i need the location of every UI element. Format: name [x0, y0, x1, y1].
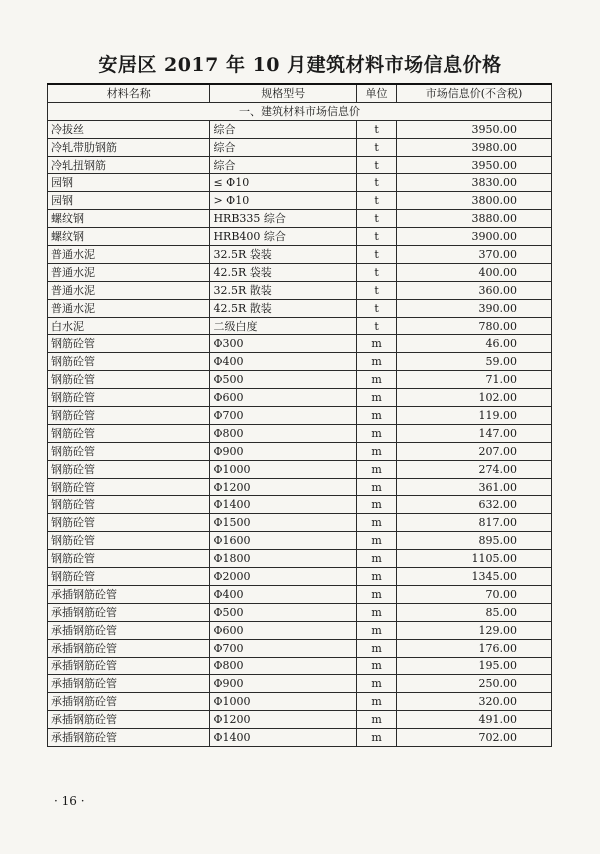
cell-price: 780.00 [397, 317, 552, 335]
table-row [48, 711, 552, 729]
cell-spec: Φ2000 [210, 568, 357, 586]
header-unit: 单位 [357, 84, 397, 102]
price-table [47, 83, 552, 747]
table-body [48, 120, 552, 746]
cell-price: 3950.00 [397, 120, 552, 138]
cell-unit: t [357, 174, 397, 192]
table-row [48, 675, 552, 693]
cell-material-name: 承插钢筋砼管 [48, 657, 210, 675]
cell-material-name: 承插钢筋砼管 [48, 675, 210, 693]
cell-spec: Φ1200 [210, 711, 357, 729]
table-row [48, 371, 552, 389]
cell-spec: Φ1800 [210, 550, 357, 568]
cell-spec: 32.5R 散装 [210, 281, 357, 299]
cell-unit: m [357, 407, 397, 425]
cell-price: 195.00 [397, 657, 552, 675]
cell-material-name: 普通水泥 [48, 299, 210, 317]
cell-unit: m [357, 496, 397, 514]
table-row [48, 228, 552, 246]
cell-unit: t [357, 263, 397, 281]
cell-unit: m [357, 442, 397, 460]
cell-unit: m [357, 568, 397, 586]
section-row [48, 102, 552, 120]
section-title: 一、建筑材料市场信息价 [48, 102, 552, 120]
cell-spec: Φ900 [210, 675, 357, 693]
cell-spec: Φ800 [210, 424, 357, 442]
table-row [48, 496, 552, 514]
cell-price: 59.00 [397, 353, 552, 371]
cell-price: 491.00 [397, 711, 552, 729]
cell-unit: t [357, 192, 397, 210]
cell-spec: Φ500 [210, 603, 357, 621]
cell-unit: m [357, 514, 397, 532]
cell-spec: Φ1400 [210, 729, 357, 747]
cell-material-name: 螺纹钢 [48, 228, 210, 246]
cell-material-name: 普通水泥 [48, 281, 210, 299]
table-row [48, 407, 552, 425]
cell-spec: HRB400 综合 [210, 228, 357, 246]
cell-unit: m [357, 585, 397, 603]
cell-price: 370.00 [397, 246, 552, 264]
cell-price: 360.00 [397, 281, 552, 299]
cell-price: 207.00 [397, 442, 552, 460]
cell-price: 3800.00 [397, 192, 552, 210]
cell-spec: Φ1600 [210, 532, 357, 550]
cell-unit: m [357, 693, 397, 711]
cell-material-name: 承插钢筋砼管 [48, 711, 210, 729]
table-row [48, 263, 552, 281]
cell-material-name: 钢筋砼管 [48, 335, 210, 353]
cell-price: 3830.00 [397, 174, 552, 192]
table-row [48, 192, 552, 210]
cell-price: 390.00 [397, 299, 552, 317]
cell-spec: HRB335 综合 [210, 210, 357, 228]
table-row [48, 138, 552, 156]
cell-unit: t [357, 138, 397, 156]
cell-price: 70.00 [397, 585, 552, 603]
table-row [48, 478, 552, 496]
cell-price: 176.00 [397, 639, 552, 657]
cell-unit: t [357, 120, 397, 138]
cell-material-name: 钢筋砼管 [48, 442, 210, 460]
cell-material-name: 钢筋砼管 [48, 371, 210, 389]
cell-price: 129.00 [397, 621, 552, 639]
cell-unit: m [357, 675, 397, 693]
table-row [48, 460, 552, 478]
cell-price: 895.00 [397, 532, 552, 550]
cell-unit: t [357, 156, 397, 174]
cell-spec: Φ900 [210, 442, 357, 460]
cell-material-name: 普通水泥 [48, 263, 210, 281]
cell-material-name: 承插钢筋砼管 [48, 585, 210, 603]
cell-material-name: 承插钢筋砼管 [48, 639, 210, 657]
cell-material-name: 钢筋砼管 [48, 514, 210, 532]
cell-material-name: 园钢 [48, 192, 210, 210]
cell-price: 85.00 [397, 603, 552, 621]
table-row [48, 317, 552, 335]
cell-material-name: 钢筋砼管 [48, 353, 210, 371]
cell-material-name: 冷轧带肋钢筋 [48, 138, 210, 156]
cell-unit: t [357, 228, 397, 246]
table-row [48, 120, 552, 138]
cell-spec: Φ400 [210, 585, 357, 603]
cell-unit: m [357, 478, 397, 496]
cell-spec: 综合 [210, 156, 357, 174]
cell-price: 400.00 [397, 263, 552, 281]
table-row [48, 639, 552, 657]
cell-price: 817.00 [397, 514, 552, 532]
cell-spec: > Φ10 [210, 192, 357, 210]
cell-spec: 综合 [210, 120, 357, 138]
cell-material-name: 钢筋砼管 [48, 568, 210, 586]
cell-spec: 42.5R 散装 [210, 299, 357, 317]
cell-unit: m [357, 729, 397, 747]
cell-unit: m [357, 371, 397, 389]
cell-material-name: 钢筋砼管 [48, 550, 210, 568]
cell-spec: Φ1200 [210, 478, 357, 496]
cell-spec: Φ1000 [210, 460, 357, 478]
table-header-row [48, 84, 552, 102]
cell-unit: m [357, 335, 397, 353]
table-row [48, 603, 552, 621]
table-row [48, 353, 552, 371]
cell-spec: Φ400 [210, 353, 357, 371]
cell-unit: m [357, 603, 397, 621]
cell-spec: Φ700 [210, 407, 357, 425]
cell-material-name: 钢筋砼管 [48, 460, 210, 478]
cell-material-name: 承插钢筋砼管 [48, 693, 210, 711]
header-material-name: 材料名称 [48, 84, 210, 102]
cell-unit: t [357, 299, 397, 317]
cell-price: 46.00 [397, 335, 552, 353]
table-row [48, 532, 552, 550]
cell-unit: m [357, 657, 397, 675]
table-row [48, 585, 552, 603]
table-row [48, 442, 552, 460]
table-row [48, 246, 552, 264]
cell-spec: Φ500 [210, 371, 357, 389]
table-row [48, 299, 552, 317]
cell-unit: t [357, 246, 397, 264]
cell-price: 147.00 [397, 424, 552, 442]
cell-unit: t [357, 317, 397, 335]
cell-material-name: 钢筋砼管 [48, 478, 210, 496]
cell-material-name: 普通水泥 [48, 246, 210, 264]
cell-price: 361.00 [397, 478, 552, 496]
cell-unit: m [357, 353, 397, 371]
cell-price: 250.00 [397, 675, 552, 693]
cell-unit: t [357, 210, 397, 228]
cell-spec: 32.5R 袋装 [210, 246, 357, 264]
cell-spec: Φ800 [210, 657, 357, 675]
cell-unit: m [357, 460, 397, 478]
cell-material-name: 园钢 [48, 174, 210, 192]
header-price: 市场信息价(不含税) [397, 84, 552, 102]
cell-spec: 42.5R 袋装 [210, 263, 357, 281]
table-row [48, 550, 552, 568]
table-row [48, 657, 552, 675]
cell-price: 3880.00 [397, 210, 552, 228]
cell-price: 119.00 [397, 407, 552, 425]
table-row [48, 729, 552, 747]
table-row [48, 210, 552, 228]
table-row [48, 389, 552, 407]
cell-unit: m [357, 532, 397, 550]
cell-price: 3900.00 [397, 228, 552, 246]
cell-unit: m [357, 711, 397, 729]
cell-spec: Φ1000 [210, 693, 357, 711]
cell-material-name: 钢筋砼管 [48, 407, 210, 425]
cell-spec: Φ1500 [210, 514, 357, 532]
table-row [48, 693, 552, 711]
cell-unit: m [357, 550, 397, 568]
cell-price: 632.00 [397, 496, 552, 514]
header-spec: 规格型号 [210, 84, 357, 102]
table-row [48, 174, 552, 192]
cell-spec: ≤ Φ10 [210, 174, 357, 192]
cell-spec: 二级白度 [210, 317, 357, 335]
cell-spec: Φ600 [210, 389, 357, 407]
cell-price: 320.00 [397, 693, 552, 711]
cell-price: 3980.00 [397, 138, 552, 156]
cell-unit: m [357, 639, 397, 657]
table-row [48, 335, 552, 353]
page-number: · 16 · [54, 794, 85, 808]
cell-price: 702.00 [397, 729, 552, 747]
cell-material-name: 白水泥 [48, 317, 210, 335]
table-row [48, 621, 552, 639]
cell-price: 102.00 [397, 389, 552, 407]
table-row [48, 568, 552, 586]
cell-material-name: 承插钢筋砼管 [48, 729, 210, 747]
cell-unit: t [357, 281, 397, 299]
cell-price: 1105.00 [397, 550, 552, 568]
table-row [48, 514, 552, 532]
cell-material-name: 冷拔丝 [48, 120, 210, 138]
cell-material-name: 钢筋砼管 [48, 532, 210, 550]
table-row [48, 281, 552, 299]
cell-spec: Φ1400 [210, 496, 357, 514]
cell-price: 1345.00 [397, 568, 552, 586]
cell-material-name: 承插钢筋砼管 [48, 621, 210, 639]
cell-price: 71.00 [397, 371, 552, 389]
cell-material-name: 螺纹钢 [48, 210, 210, 228]
cell-material-name: 冷轧扭钢筋 [48, 156, 210, 174]
cell-spec: Φ700 [210, 639, 357, 657]
cell-unit: m [357, 621, 397, 639]
table-row [48, 424, 552, 442]
cell-spec: Φ300 [210, 335, 357, 353]
cell-material-name: 承插钢筋砼管 [48, 603, 210, 621]
table-row [48, 156, 552, 174]
cell-material-name: 钢筋砼管 [48, 424, 210, 442]
cell-unit: m [357, 389, 397, 407]
cell-price: 3950.00 [397, 156, 552, 174]
cell-spec: Φ600 [210, 621, 357, 639]
cell-material-name: 钢筋砼管 [48, 496, 210, 514]
cell-spec: 综合 [210, 138, 357, 156]
cell-price: 274.00 [397, 460, 552, 478]
cell-material-name: 钢筋砼管 [48, 389, 210, 407]
cell-unit: m [357, 424, 397, 442]
page-title: 安居区 2017 年 10 月建筑材料市场信息价格 [98, 54, 502, 76]
